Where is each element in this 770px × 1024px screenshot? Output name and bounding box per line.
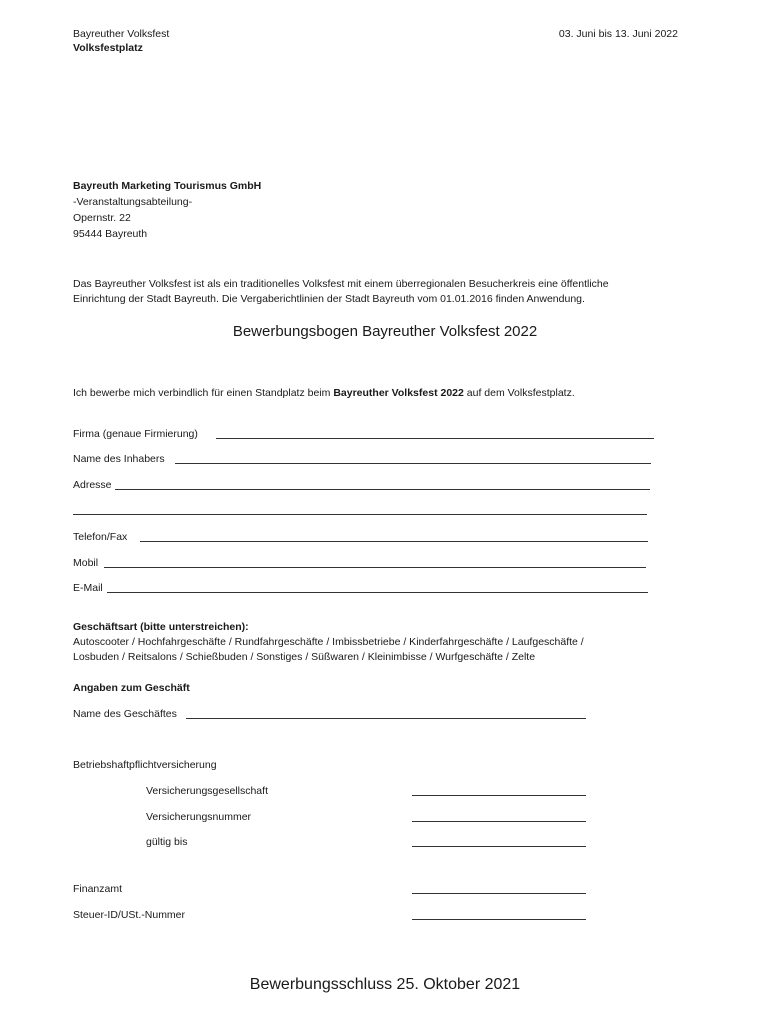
telefon-label: Telefon/Fax — [73, 531, 128, 543]
email-field[interactable] — [107, 592, 648, 593]
email-label: E-Mail — [73, 582, 103, 594]
business-type-line-2[interactable]: Losbuden / Reitsalons / Schießbuden / Sonstiges / Süßwaren / Kleinimbisse / Wurfgeschäfte / Zelte — [73, 651, 536, 663]
business-name-label: Name des Geschäftes — [73, 708, 177, 720]
form-title: Bewerbungsbogen Bayreuther Volksfest 2022 — [232, 323, 538, 340]
insurance-number-field[interactable] — [412, 821, 586, 822]
adresse-field-2[interactable] — [73, 514, 647, 515]
insurance-heading: Betriebshaftpflichtversicherung — [73, 759, 217, 771]
mobil-field[interactable] — [104, 567, 646, 568]
application-statement — [73, 386, 575, 400]
telefon-field[interactable] — [140, 541, 648, 542]
insurance-number-label: Versicherungsnummer — [146, 811, 252, 823]
finanzamt-field[interactable] — [412, 893, 586, 894]
recipient-city: 95444 Bayreuth — [73, 228, 148, 240]
mobil-label: Mobil — [73, 557, 99, 569]
finanzamt-label: Finanzamt — [73, 883, 123, 895]
inhaber-field[interactable] — [175, 463, 651, 464]
tax-id-field[interactable] — [412, 919, 586, 920]
adresse-field[interactable] — [115, 489, 650, 490]
recipient-company: Bayreuth Marketing Tourismus GmbH — [73, 180, 262, 192]
statement-before: Ich bewerbe mich verbindlich für einen Standplatz beim — [73, 387, 334, 399]
application-deadline: Bewerbungsschluss 25. Oktober 2021 — [249, 976, 521, 993]
intro-line-2: Einrichtung der Stadt Bayreuth. Die Vergaberichtlinien der Stadt Bayreuth vom 01.01.2016 finden Anwendung. — [73, 293, 585, 305]
statement-bold: Bayreuther Volksfest 2022 — [333, 387, 464, 399]
intro-line-1: Das Bayreuther Volksfest ist als ein traditionelles Volksfest mit einem überregionalen Besucherkreis eine öffentliche — [73, 278, 609, 290]
event-dates: 03. Juni bis 13. Juni 2022 — [558, 28, 678, 40]
inhaber-label: Name des Inhabers — [73, 453, 165, 465]
firma-field[interactable] — [216, 438, 654, 439]
adresse-label: Adresse — [73, 479, 112, 491]
event-name: Bayreuther Volksfest — [73, 28, 170, 40]
statement-after: auf dem Volksfestplatz. — [463, 387, 575, 399]
tax-id-label: Steuer-ID/USt.-Nummer — [73, 909, 186, 921]
insurance-valid-label: gültig bis — [146, 836, 188, 848]
insurance-company-field[interactable] — [412, 795, 586, 796]
firma-label: Firma (genaue Firmierung) — [73, 428, 198, 440]
business-details-heading: Angaben zum Geschäft — [73, 682, 190, 694]
insurance-company-label: Versicherungsgesellschaft — [146, 785, 268, 797]
recipient-street: Opernstr. 22 — [73, 212, 131, 224]
insurance-valid-field[interactable] — [412, 846, 586, 847]
business-type-heading: Geschäftsart (bitte unterstreichen): — [73, 621, 249, 633]
business-type-line-1[interactable]: Autoscooter / Hochfahrgeschäfte / Rundfahrgeschäfte / Imbissbetriebe / Kinderfahrgeschäfte / Laufgeschäfte / — [73, 636, 584, 648]
business-name-field[interactable] — [186, 718, 586, 719]
recipient-department: -Veranstaltungsabteilung- — [73, 196, 193, 208]
venue: Volksfestplatz — [73, 42, 143, 54]
